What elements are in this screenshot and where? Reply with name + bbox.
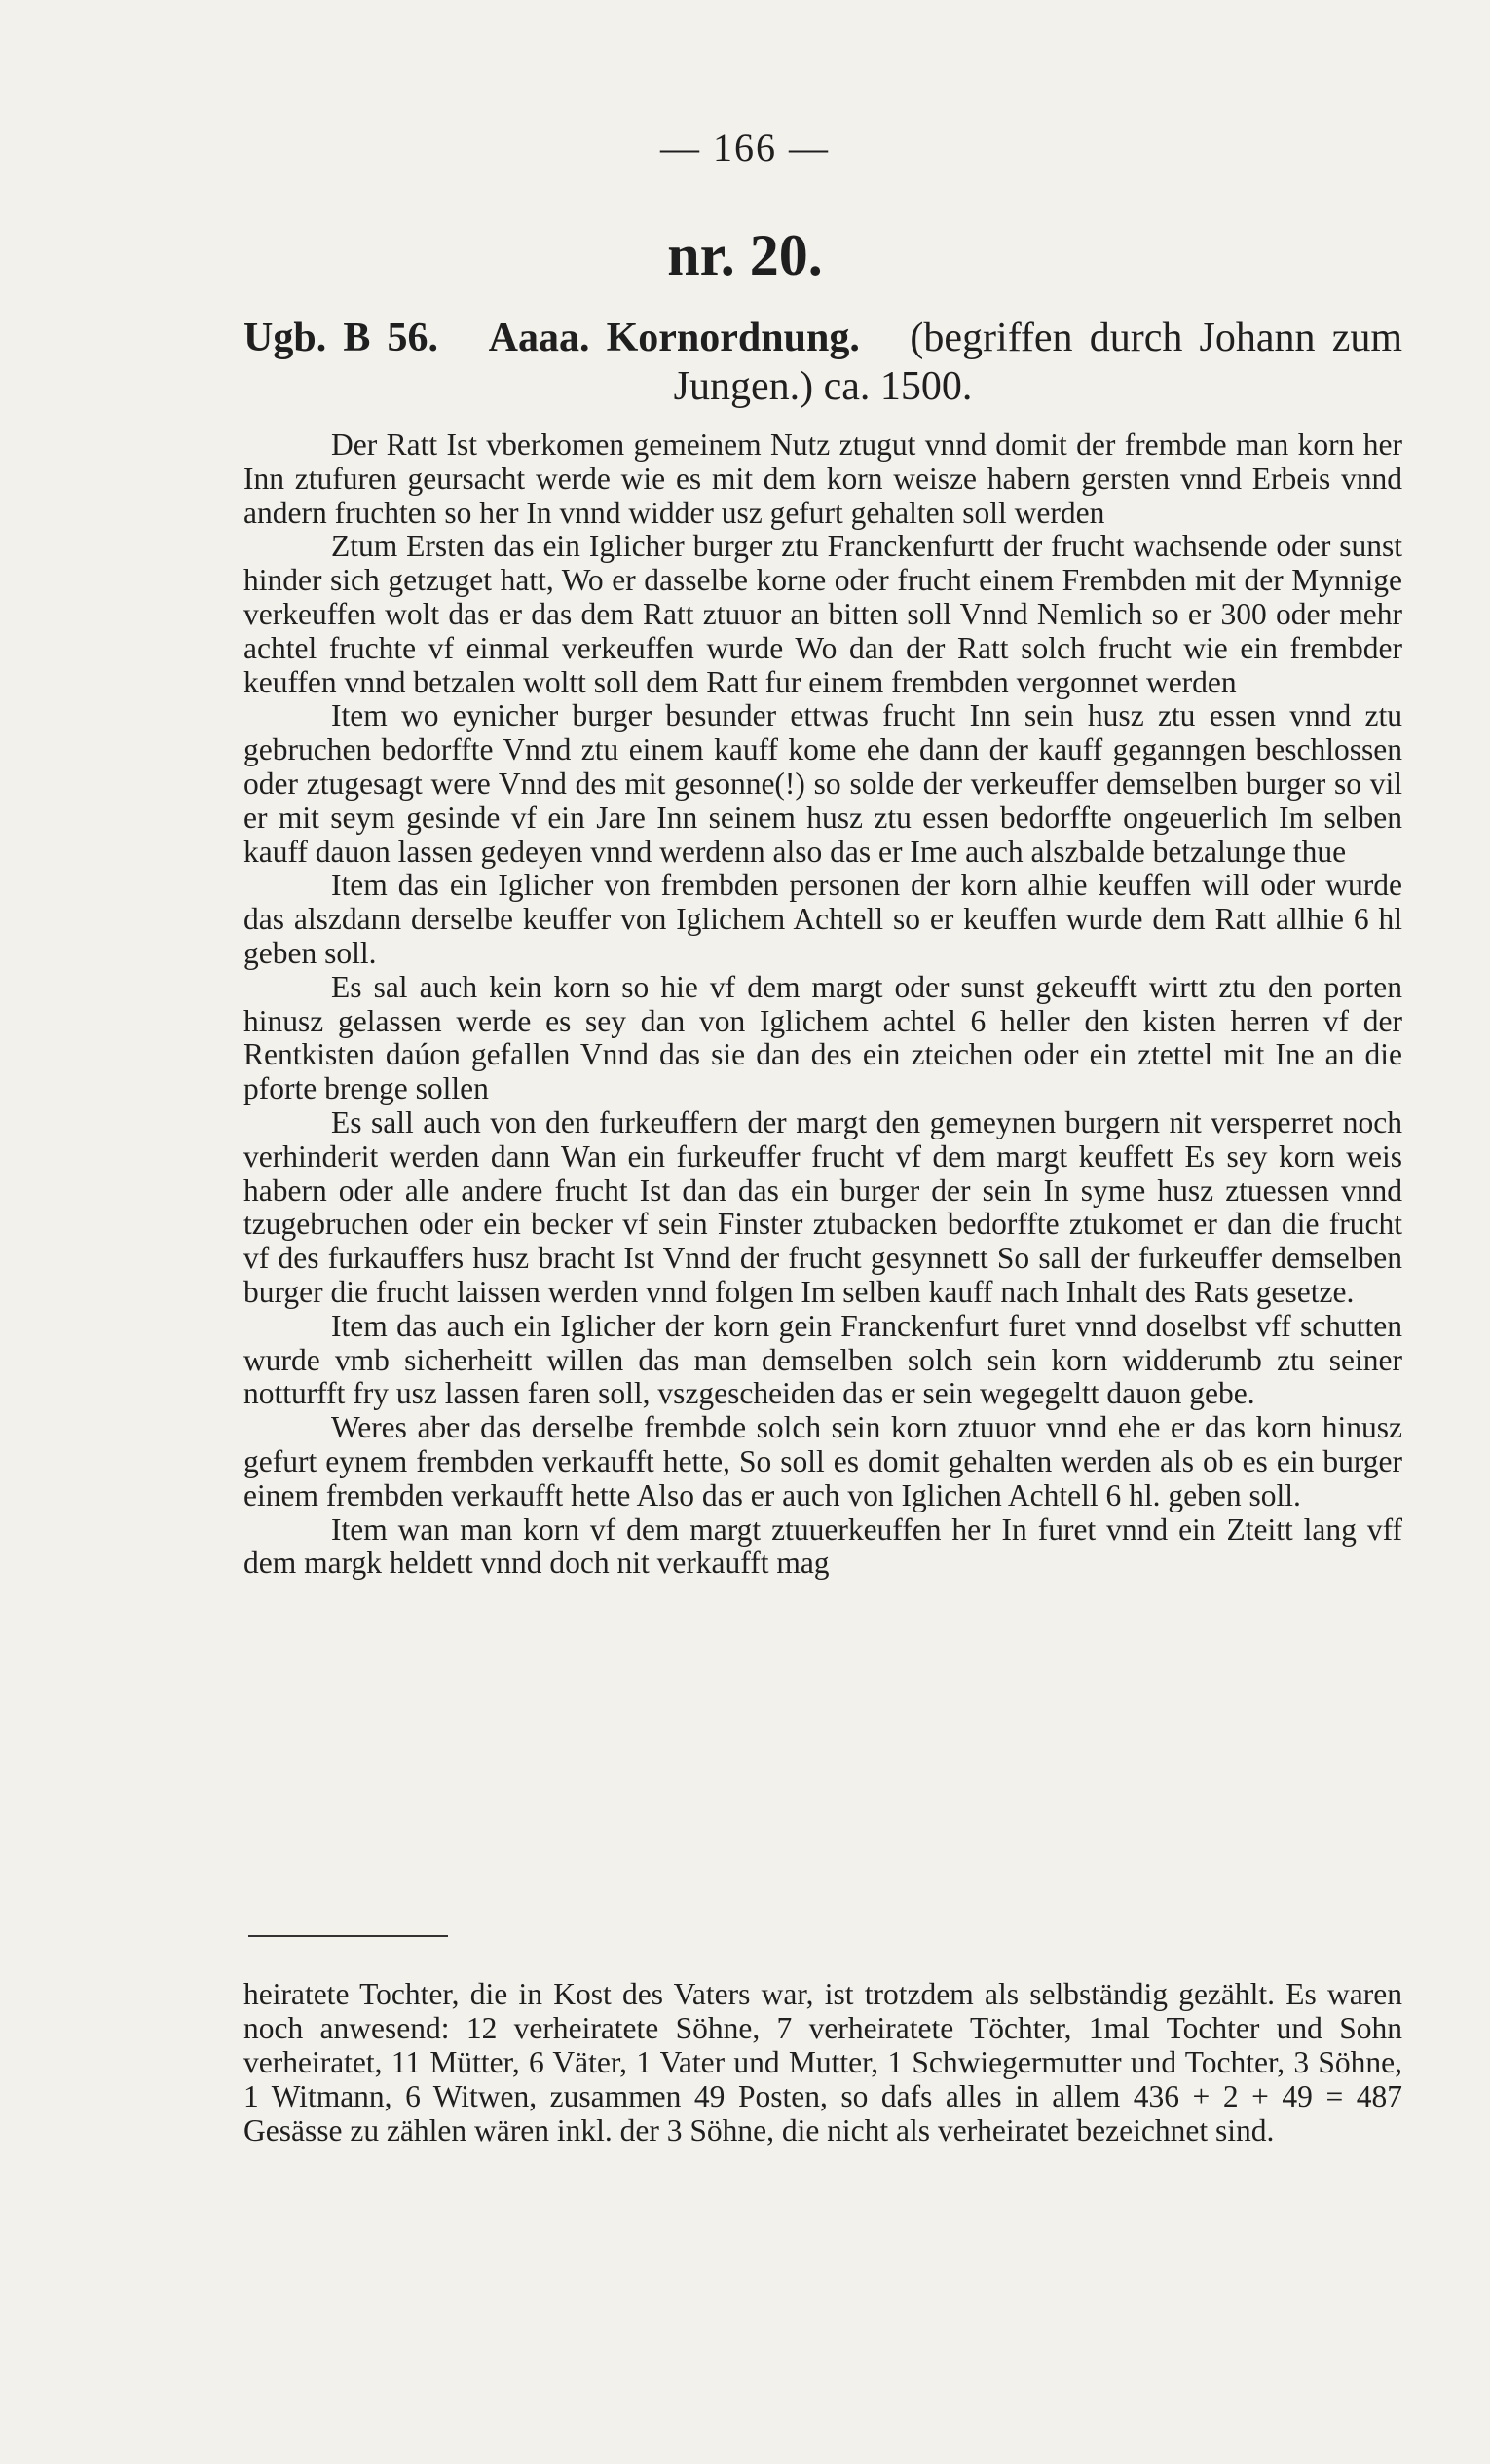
- paragraph: Ztum Ersten das ein Iglicher burger ztu Franckenfurtt der frucht wachsende oder sunst hinder sich getzuget hatt, Wo er dasselbe korne oder frucht einem Frembden mit der Mynnige verkeuffen wolt das er das dem Ratt ztuuor an bitten soll Vnnd Nemlich so er 300 oder mehr achtel fruchte vf einmal verkeuffen wurde Wo dan der Ratt solch frucht wie ein frembder keuffen vnnd betzalen woltt soll dem Ratt fur einem frembden vergonnet werden: [243, 529, 1402, 699]
- paragraph: Item das ein Iglicher von frembden personen der korn alhie keuffen will oder wurde das alszdann derselbe keuffer von Iglichem Achtell so er keuffen wurde dem Ratt allhie 6 hl geben soll.: [243, 868, 1402, 970]
- footnote-text: heiratete Tochter, die in Kost des Vaters war, ist trotzdem als selbständig gezählt. Es waren noch anwesend: 12 verheiratete Söhne, 7 verheiratete Töchter, 1mal Tochter und Sohn verheiratet, 11 Mütter, 6 Väter, 1 Vater und Mutter, 1 Schwiegermutter und Tochter, 3 Söhne, 1 Witmann, 6 Witwen, zusammen 49 Posten, so dafs alles in allem 436 + 2 + 49 = 487 Gesässe zu zählen wären inkl. der 3 Söhne, die nicht als verheiratet bezeichnet sind.: [243, 1977, 1402, 2147]
- body-text: [243, 429, 1402, 1581]
- document-heading: [243, 314, 1402, 411]
- heading-subtitle: (begriffen durch Johann zum Jungen.) ca. 1500.: [673, 316, 1403, 409]
- paragraph: Item wan man korn vf dem margt ztuuerkeuffen her In furet vnnd ein Zteitt lang vff dem margk heldett vnnd doch nit verkaufft mag: [243, 1512, 1402, 1581]
- paragraph: Item wo eynicher burger besunder ettwas frucht Inn sein husz ztu essen vnnd ztu gebruchen bedorffte Vnnd ztu einem kauff kome ehe dann der kauff geganngen beschlossen oder ztugesagt were Vnnd des mit gesonne(!) so solde der verkeuffer demselben burger so vil er mit seym gesinde vf ein Jare Inn seinem husz ztu essen bedorffte ongeuerlich Im selben kauff dauon lassen gedeyen vnnd werdenn also das er Ime auch alszbalde betzalunge thue: [243, 698, 1402, 869]
- paragraph: Der Ratt Ist vberkomen gemeinem Nutz ztugut vnnd domit der frembde man korn her Inn ztufuren geursacht werde wie es mit dem korn weisze habern gersten vnnd Erbeis vnnd andern fruchten so her In vnnd widder usz gefurt gehalten soll werden: [243, 428, 1402, 530]
- footnote-divider: [248, 1935, 448, 1937]
- paragraph: Item das auch ein Iglicher der korn gein Franckenfurt furet vnnd doselbst vff schutten wurde vmb sicherheitt willen das man demselben solch sein korn widderumb ztu seiner notturfft fry usz lassen faren soll, vszgescheiden das er sein wegegeltt dauon gebe.: [243, 1308, 1402, 1411]
- document-number: nr. 20.: [667, 223, 823, 287]
- heading-reference: Ugb. B 56.: [243, 316, 439, 360]
- paragraph: Weres aber das derselbe frembde solch sein korn ztuuor vnnd ehe er das korn hinusz gefurt eynem frembden verkaufft hette, So soll es domit gehalten werden als ob es ein burger einem frembden verkaufft hette Also das er auch von Iglichen Achtell 6 hl. geben soll.: [243, 1410, 1402, 1512]
- paragraph: Es sall auch von den furkeuffern der margt den gemeynen burgern nit versperret noch verhinderit werden dann Wan ein furkeuffer frucht vf dem margt keuffett Es sey korn weis habern oder alle andere frucht Ist dan das ein burger der sein In syme husz ztuessen vnnd tzugebruchen oder ein becker vf sein Finster ztubacken bedorffte ztukomet er dan die frucht vf des furkauffers husz bracht Ist Vnnd der frucht gesynnett So sall der furkeuffer demselben burger die frucht laissen werden vnnd folgen Im selben kauff nach Inhalt des Rats gesetze.: [243, 1104, 1402, 1309]
- heading-title: Aaaa. Kornordnung.: [488, 316, 860, 360]
- footnote: [243, 1977, 1402, 2147]
- page-number: — 166 —: [660, 126, 830, 169]
- paragraph: Es sal auch kein korn so hie vf dem margt oder sunst gekeufft wirtt ztu den porten hinusz gelassen werde es sey dan von Iglichem achtel 6 heller den kisten herren vf der Rentkisten daúon gefallen Vnnd das sie dan des ein zteichen oder ein ztettel mit Ine an die pforte brenge sollen: [243, 969, 1402, 1106]
